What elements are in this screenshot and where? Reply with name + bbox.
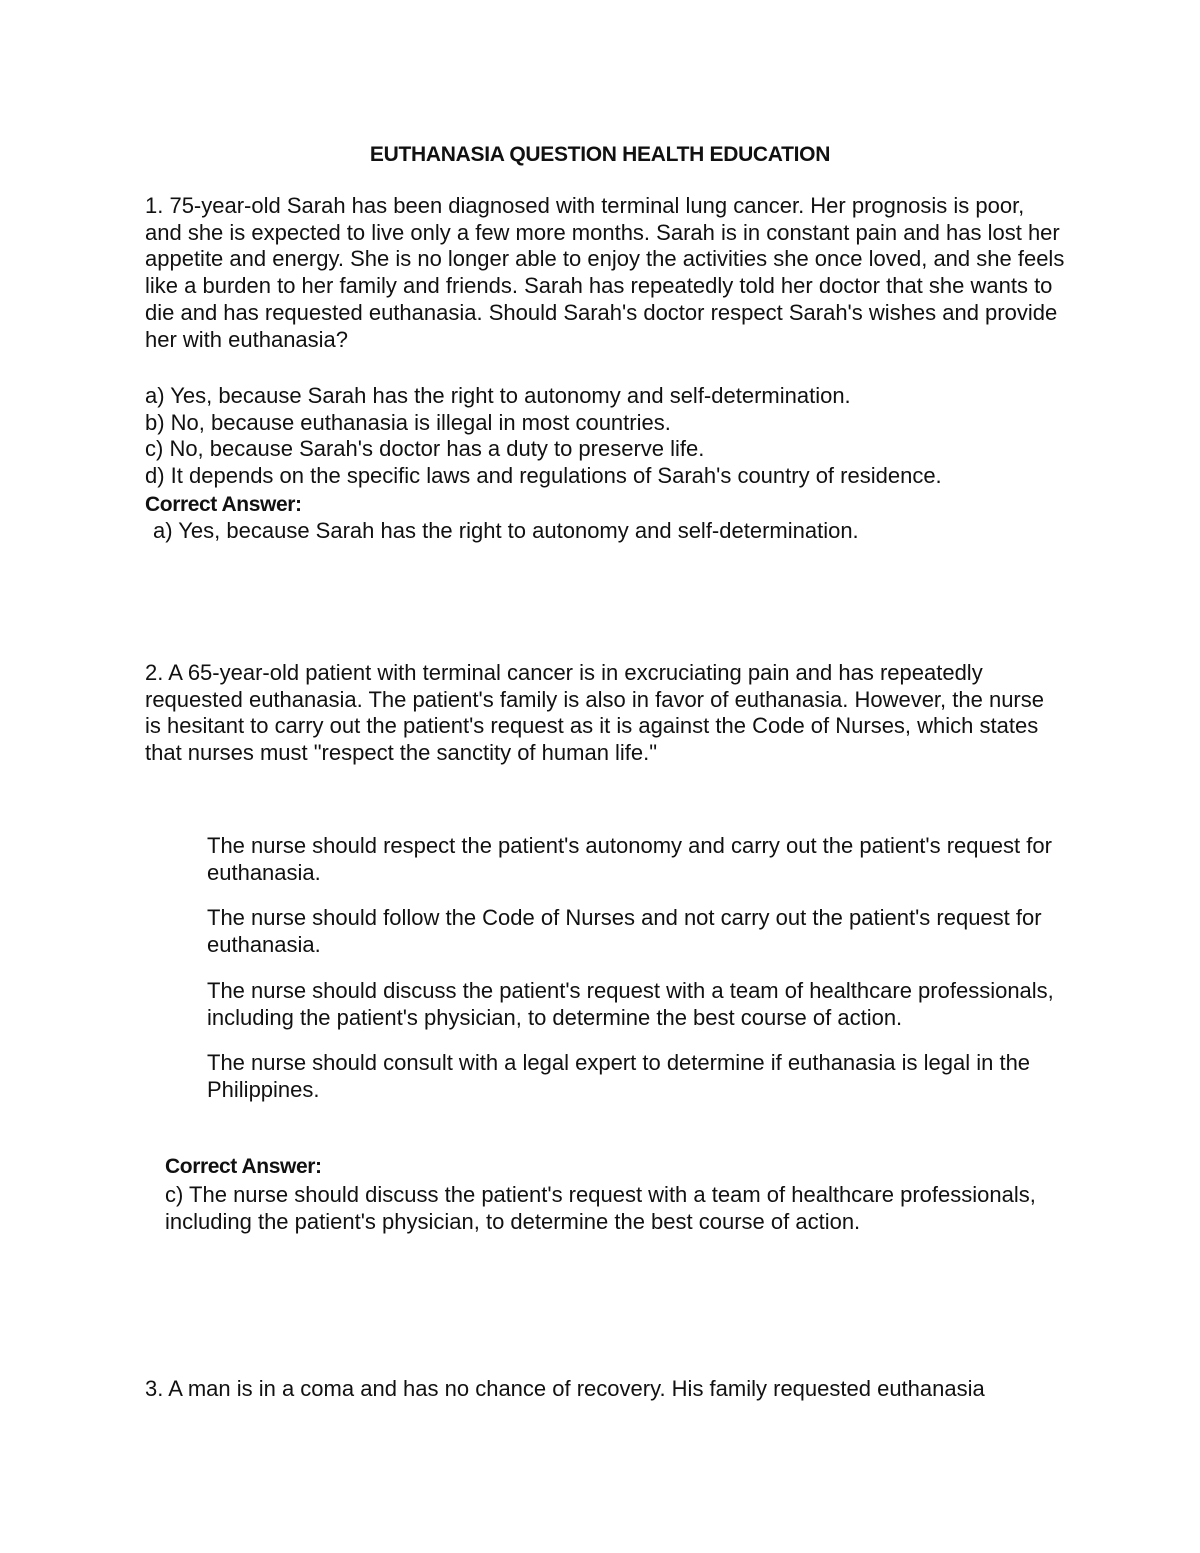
question-2-text: 2. A 65-year-old patient with terminal cancer is in excruciating pain and has repeatedly requested euthanasia. The patient's family is also in favor of euthanasia. However, the nurse is hesitant to carry out the patient's request as it is against the Code of Nurses, which states that nurses must "respect the sanctity of human life." (145, 660, 1044, 766)
question-1-option-d: d) It depends on the specific laws and regulations of Sarah's country of residence. (145, 463, 942, 489)
question-1-answer-label: Correct Answer: (145, 493, 302, 516)
question-2-option-2: The nurse should follow the Code of Nurses and not carry out the patient's request for euthanasia. (207, 905, 1042, 958)
question-2-option-1: The nurse should respect the patient's autonomy and carry out the patient's request for euthanasia. (207, 833, 1052, 885)
question-3-text: 3. A man is in a coma and has no chance of recovery. His family requested euthanasia (145, 1376, 985, 1401)
question-1-option-b: b) No, because euthanasia is illegal in most countries. (145, 409, 671, 435)
question-1-answer: a) Yes, because Sarah has the right to autonomy and self-determination. (153, 518, 859, 543)
question-1-text: 1. 75-year-old Sarah has been diagnosed with terminal lung cancer. Her prognosis is poor, and she is expected to live only a few more months. Sarah is in constant pain and has lost her appetite and energy. She is no longer able to enjoy the activities she once loved, and she feels like a burden to her family and friends. Sarah has repeatedly told her doctor that she wants to die and has requested euthanasia. Should Sarah's doctor respect Sarah's wishes and provide her with euthanasia? (145, 193, 1065, 352)
document-title: EUTHANASIA QUESTION HEALTH EDUCATION (369, 143, 831, 166)
question-2-option-3: The nurse should discuss the patient's request with a team of healthcare professionals, including the patient's physician, to determine the best course of action. (207, 977, 1054, 1030)
question-2-answer-label: Correct Answer: (165, 1155, 322, 1178)
question-1-option-c: c) No, because Sarah's doctor has a duty to preserve life. (145, 436, 705, 462)
question-2-options (207, 833, 1067, 1123)
question-2-option-4: The nurse should consult with a legal expert to determine if euthanasia is legal in the Philippines. (207, 1050, 1031, 1102)
question-1-option-a: a) Yes, because Sarah has the right to autonomy and self-determination. (145, 383, 851, 408)
question-1-options (145, 383, 1065, 490)
question-2-answer: c) The nurse should discuss the patient's request with a team of healthcare professionals, including the patient's physician, to determine the best course of action. (165, 1182, 1036, 1234)
